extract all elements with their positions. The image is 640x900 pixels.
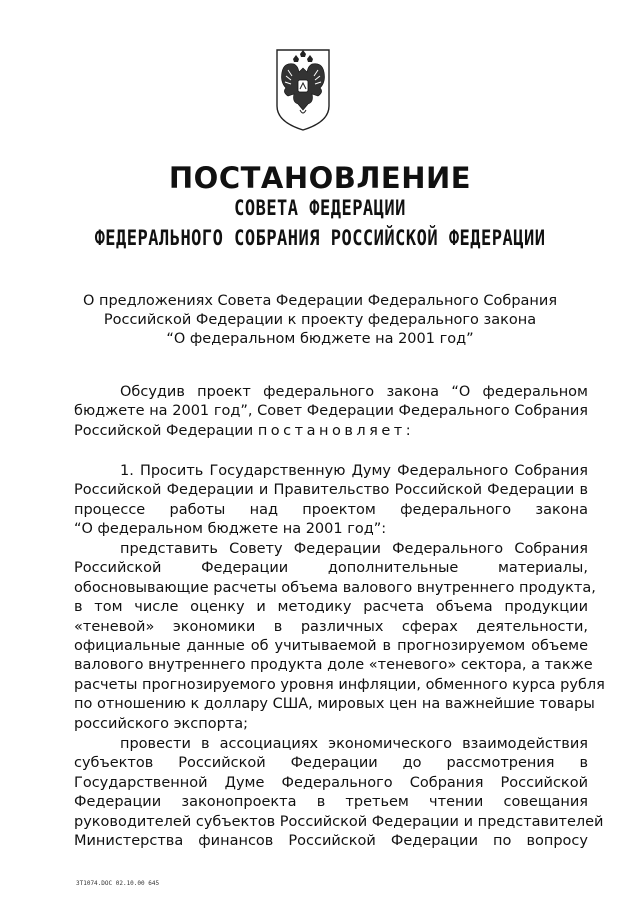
document-heading — [60, 292, 580, 349]
heading-line: “О федеральном бюджете на 2001 год” — [166, 331, 474, 347]
file-reference-footer: ЗТ1074.DOC 02.10.00 645 — [76, 880, 160, 887]
intro-line-prefix: Российской Федерации — [74, 422, 258, 439]
subpoint-a-paragraph — [74, 540, 605, 734]
paragraph-line: российского экспорта; — [74, 715, 249, 732]
paragraph-line: Министерства финансов Российской Федерации по вопросу — [74, 832, 588, 849]
paragraph-line: валового внутреннего продукта доле «теневого» сектора, а также — [74, 657, 593, 674]
paragraph-line: субъектов Российской Федерации до рассмотрения в — [74, 755, 588, 772]
intro-paragraph — [74, 383, 588, 441]
coat-of-arms-eagle-icon — [274, 48, 332, 132]
intro-line: бюджете на 2001 год”, Совет Федерации Федерального Собрания — [74, 403, 588, 420]
document-subtitle-council: СОВЕТА ФЕДЕРАЦИИ — [234, 196, 406, 222]
paragraph-line: по отношению к доллару США, мировых цен на важнейшие товары — [74, 696, 595, 713]
heading-line: О предложениях Совета Федерации Федерального Собрания — [82, 293, 558, 309]
paragraph-line: обосновывающие расчеты объема валового внутреннего продукта, — [74, 579, 596, 596]
paragraph-line: Государственной Думе Федерального Собрания Российской — [74, 774, 588, 791]
paragraph-line: “О федеральном бюджете на 2001 год”: — [74, 521, 387, 538]
point-1-paragraph — [74, 462, 588, 540]
paragraph-line: расчеты прогнозируемого уровня инфляции, обменного курса рубля — [74, 676, 605, 693]
paragraph-line: в том числе оценку и методику расчета объема продукции — [74, 599, 588, 616]
document-title: ПОСТАНОВЛЕНИЕ — [168, 161, 472, 195]
paragraph-line: Российской Федерации и Правительство Российской Федерации в — [74, 482, 588, 499]
paragraph-line: Российской Федерации дополнительные материалы, — [74, 560, 588, 577]
intro-line: Обсудив проект федерального закона “О федеральном — [120, 384, 588, 400]
paragraph-line: официальные данные об учитываемой в прогнозируемом объеме — [74, 637, 588, 654]
paragraph-line: провести в ассоциациях экономического взаимодействия — [120, 736, 588, 752]
document-subtitle-assembly: ФЕДЕРАЛЬНОГО СОБРАНИЯ РОССИЙСКОЙ ФЕДЕРАЦИИ — [94, 226, 546, 252]
paragraph-line: Федерации законопроекта в третьем чтении совещания — [74, 794, 588, 811]
paragraph-line: представить Совету Федерации Федерального Собрания — [120, 541, 588, 557]
paragraph-line: процессе работы над проектом федерального закона — [74, 501, 588, 518]
heading-line: Российской Федерации к проекту федерального закона — [103, 312, 537, 328]
intro-line — [74, 422, 588, 441]
paragraph-line: руководителей субъектов Российской Федерации и представителей — [74, 813, 604, 830]
paragraph-line: «теневой» экономики в различных сферах деятельности, — [74, 618, 588, 635]
intro-decision-word: постановляет: — [257, 422, 415, 439]
paragraph-line: 1. Просить Государственную Думу Федерального Собрания — [120, 463, 588, 479]
subpoint-b-paragraph — [74, 735, 604, 851]
